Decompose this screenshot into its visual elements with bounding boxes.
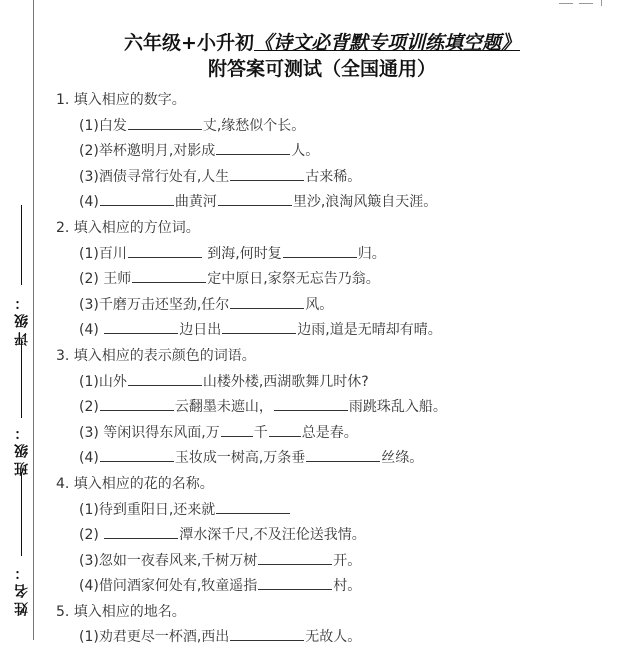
q3-item-4: (4) 玉妆成一树高,万条垂 丝绦。 — [56, 446, 616, 472]
answer-blank[interactable] — [269, 422, 301, 437]
q2-item-4: (4) 边日出 边雨,道是无晴却有晴。 — [56, 318, 616, 344]
question-list — [56, 88, 616, 651]
answer-blank[interactable] — [104, 524, 178, 539]
score-label: 评级： — [14, 292, 30, 346]
page-title — [42, 30, 602, 56]
name-field — [14, 562, 30, 616]
q2-item-1: (1)百川 到海,何时复 归。 — [56, 242, 616, 268]
answer-blank[interactable] — [221, 422, 253, 437]
q3-item-2: (2) 云翻墨未遮山， 雨跳珠乱入船。 — [56, 395, 616, 421]
answer-blank[interactable] — [128, 243, 202, 258]
q2-item-3: (3)千磨万击还坚劲,任尔 风。 — [56, 293, 616, 319]
q4-item-1: (1)待到重阳日,还来就 — [56, 498, 616, 524]
answer-blank[interactable] — [230, 626, 304, 641]
q4-item-2: (2) 潭水深千尺,不及汪伦送我情。 — [56, 523, 616, 549]
q3-item-3: (3) 等闲识得东风面,万 千 总是春。 — [56, 421, 616, 447]
answer-blank[interactable] — [100, 396, 174, 411]
answer-blank[interactable] — [216, 499, 290, 514]
q1-item-2: (2)举杯邀明月,对影成 人。 — [56, 139, 616, 165]
answer-blank[interactable] — [128, 371, 202, 386]
q5-heading: 5. 填入相应的地名。 — [56, 603, 186, 620]
class-field — [14, 422, 30, 476]
class-line[interactable] — [14, 340, 30, 418]
answer-blank[interactable] — [230, 166, 304, 181]
q1-heading: 1. 填入相应的数字。 — [56, 92, 186, 108]
answer-blank[interactable] — [283, 243, 357, 258]
answer-blank[interactable] — [216, 140, 290, 155]
q3-heading: 3. 填入相应的表示颜色的词语。 — [56, 347, 256, 364]
q4-item-3: (3)忽如一夜春风来,千树万树 开。 — [56, 549, 616, 575]
answer-blank[interactable] — [274, 396, 348, 411]
title-prefix: 六年级+小升初 — [124, 32, 254, 54]
q2-heading: 2. 填入相应的方位词。 — [56, 219, 200, 236]
answer-blank[interactable] — [100, 447, 174, 462]
answer-blank[interactable] — [306, 447, 380, 462]
answer-blank[interactable] — [258, 550, 332, 565]
answer-blank[interactable] — [104, 319, 178, 334]
name-line[interactable] — [14, 472, 30, 556]
answer-blank[interactable] — [258, 575, 332, 590]
binding-sidebar — [0, 0, 42, 640]
score-field — [14, 292, 30, 346]
answer-blank[interactable] — [132, 268, 206, 283]
q1-item-3: (3)酒债寻常行处有,人生 古来稀。 — [56, 165, 616, 191]
corner-mark — [553, 0, 623, 8]
title-book: 《诗文必背默专项训练填空题》 — [253, 32, 520, 54]
binding-line — [33, 0, 34, 640]
q1-item-4: (4) 曲黄河 里沙,浪淘风簸自天涯。 — [56, 190, 616, 216]
q3-item-1: (1)山外 山楼外楼,西湖歌舞几时休? — [56, 370, 616, 396]
score-line[interactable] — [14, 205, 30, 285]
name-label: 姓名： — [14, 562, 30, 616]
q1-item-1: (1)白发 丈,缘愁似个长。 — [56, 114, 616, 140]
page-subtitle: 附答案可测试（全国通用） — [207, 58, 436, 80]
q4-heading: 4. 填入相应的花的名称。 — [56, 475, 214, 492]
q5-item-1: (1)劝君更尽一杯酒,西出 无故人。 — [56, 625, 616, 651]
answer-blank[interactable] — [222, 319, 296, 334]
answer-blank[interactable] — [100, 191, 174, 206]
class-label: 班级： — [14, 422, 30, 476]
q4-item-4: (4)借问酒家何处有,牧童遥指 村。 — [56, 574, 616, 600]
answer-blank[interactable] — [230, 294, 304, 309]
answer-blank[interactable] — [218, 191, 292, 206]
answer-blank[interactable] — [128, 115, 202, 130]
q2-item-2: (2) 王师 定中原日,家祭无忘告乃翁。 — [56, 267, 616, 293]
